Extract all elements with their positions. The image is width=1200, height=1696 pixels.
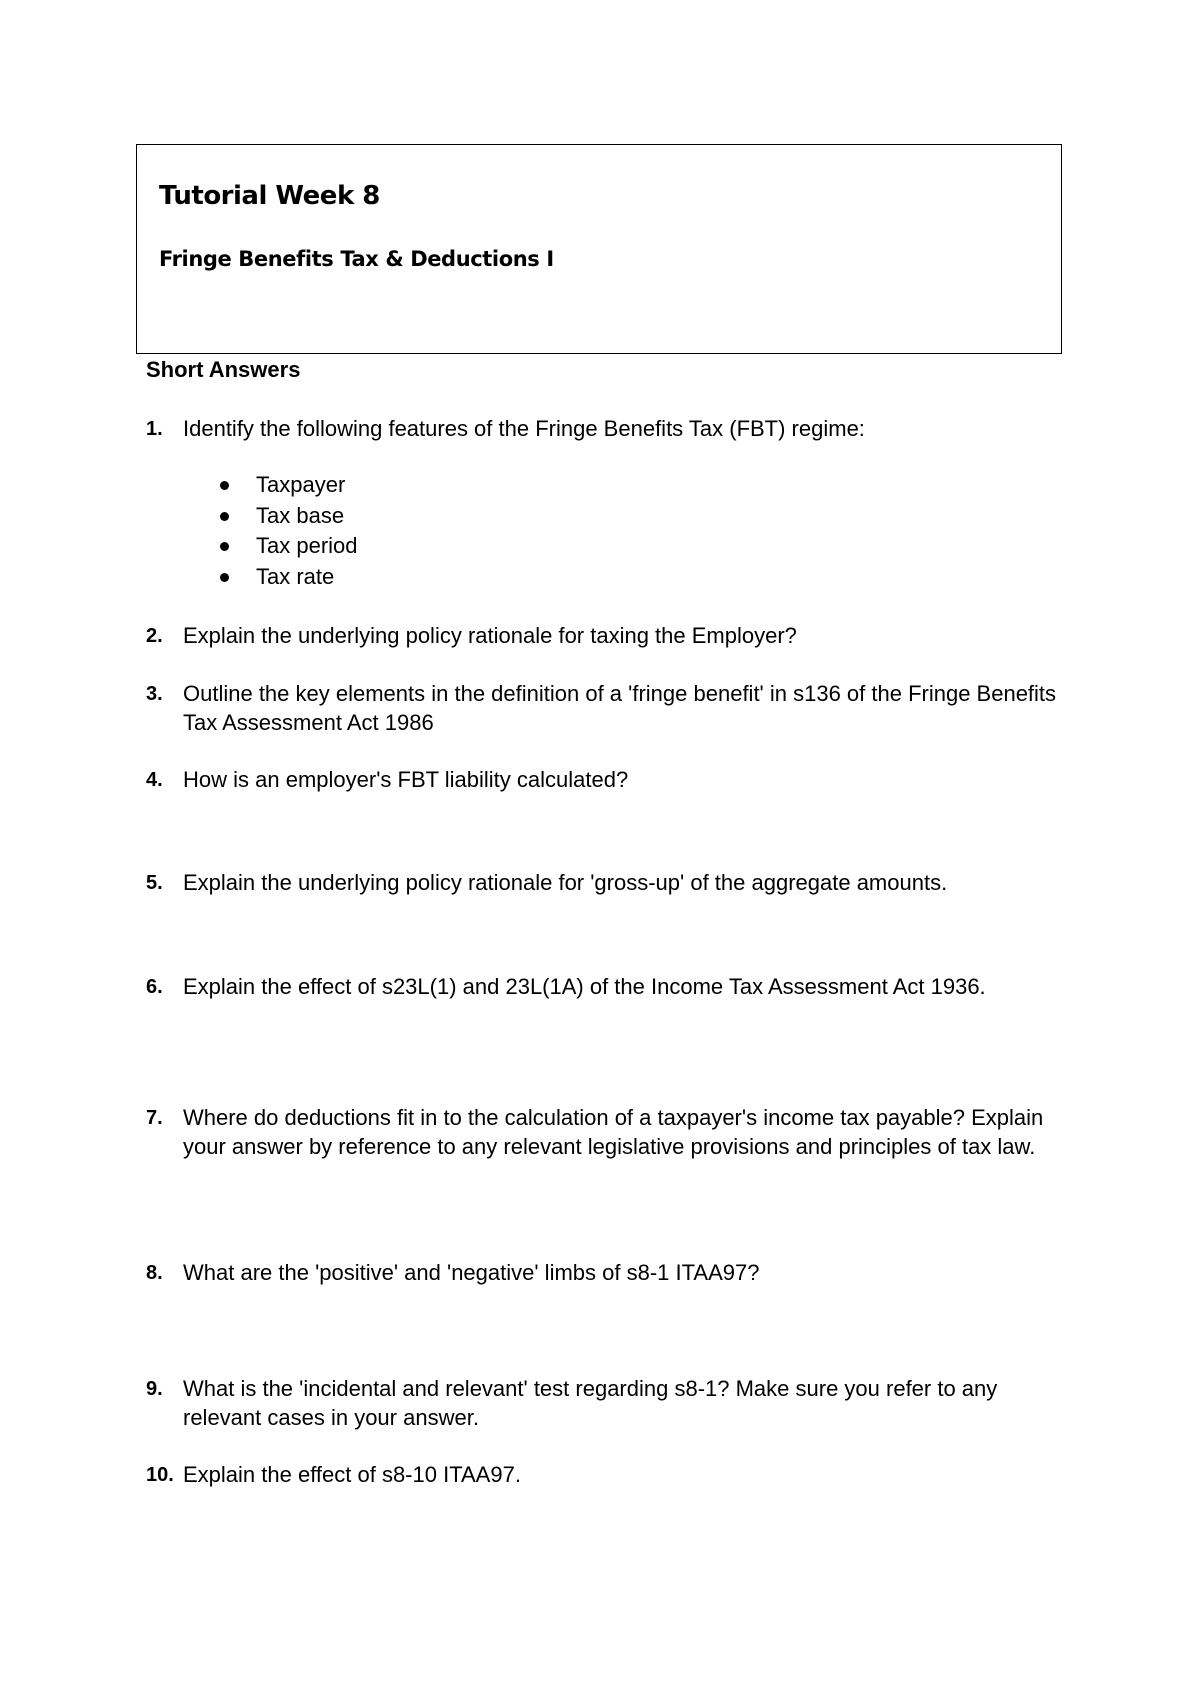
question-number: 7. <box>146 1107 163 1129</box>
question-number: 2. <box>146 625 163 647</box>
question-6 <box>146 973 1076 1002</box>
section-heading: Short Answers <box>146 357 301 382</box>
question-7 <box>146 1104 1076 1161</box>
page-title: Tutorial Week 8 <box>159 181 380 211</box>
question-10 <box>146 1461 1076 1490</box>
question-4 <box>146 766 1076 795</box>
question-number: 8. <box>146 1262 163 1284</box>
title-box <box>136 144 1062 354</box>
question-number: 9. <box>146 1378 163 1400</box>
bullet-icon <box>220 481 229 490</box>
bullet-text: Taxpayer <box>256 472 346 497</box>
question-text: Identify the following features of the Fringe Benefits Tax (FBT) regime: <box>183 416 865 441</box>
page-subtitle: Fringe Benefits Tax & Deductions I <box>159 247 554 271</box>
question-text: How is an employer's FBT liability calculated? <box>183 767 629 792</box>
question-text: What is the 'incidental and relevant' test regarding s8-1? Make sure you refer to any relevant cases in your answer. <box>183 1376 998 1430</box>
question-text: Outline the key elements in the definition of a 'fringe benefit' in s136 of the Fringe Benefits Tax Assessment Act 1986 <box>183 681 1057 735</box>
question-text: Where do deductions fit in to the calculation of a taxpayer's income tax payable? Explain your answer by reference to any relevant legislative provisions and principles of tax law. <box>183 1105 1044 1159</box>
question-number: 6. <box>146 976 163 998</box>
q1-bullet-list <box>218 470 358 592</box>
question-number: 10. <box>146 1464 174 1486</box>
bullet-item <box>218 531 358 562</box>
bullet-icon <box>220 542 229 551</box>
question-text: Explain the underlying policy rationale for 'gross-up' of the aggregate amounts. <box>183 870 948 895</box>
question-1 <box>146 415 1076 444</box>
question-number: 4. <box>146 769 163 791</box>
question-number: 5. <box>146 872 163 894</box>
question-3 <box>146 680 1076 737</box>
question-8 <box>146 1259 1076 1288</box>
question-number: 3. <box>146 683 163 705</box>
bullet-icon <box>220 573 229 582</box>
question-text: Explain the effect of s23L(1) and 23L(1A) of the Income Tax Assessment Act 1936. <box>183 974 986 999</box>
bullet-item <box>218 501 358 532</box>
question-text: What are the 'positive' and 'negative' limbs of s8-1 ITAA97? <box>183 1260 760 1285</box>
question-number: 1. <box>146 418 163 440</box>
bullet-item <box>218 562 358 593</box>
bullet-item <box>218 470 358 501</box>
bullet-text: Tax rate <box>256 563 335 589</box>
bullet-icon <box>220 512 229 521</box>
question-text: Explain the effect of s8-10 ITAA97. <box>183 1462 521 1487</box>
question-5 <box>146 869 1076 898</box>
question-2 <box>146 622 1076 651</box>
bullet-text: Tax base <box>256 502 345 528</box>
question-text: Explain the underlying policy rationale for taxing the Employer? <box>183 623 797 648</box>
bullet-text: Tax period <box>256 533 358 558</box>
question-9 <box>146 1375 1076 1432</box>
